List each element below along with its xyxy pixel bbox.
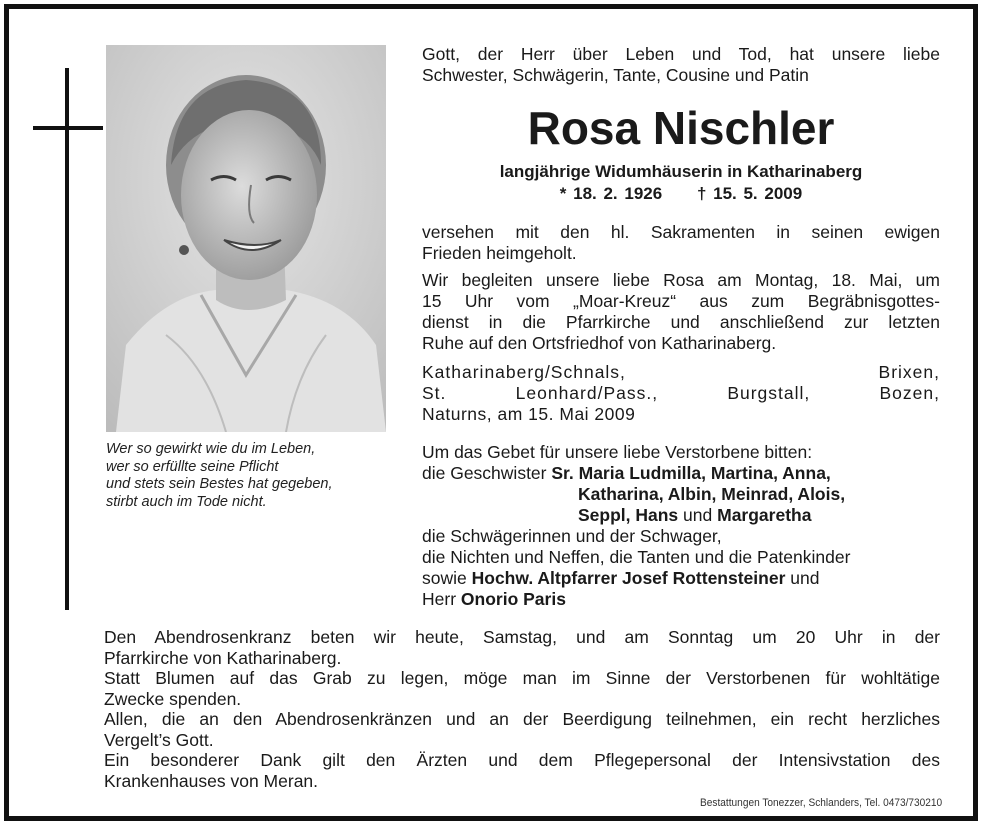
poem-line: Wer so gewirkt wie du im Leben, (106, 441, 316, 457)
text-line: versehen mit den hl. Sakramenten in seinen ewigen (422, 222, 940, 242)
memorial-poem (106, 441, 396, 511)
funeral-home-credit: Bestattungen Tonezzer, Schlanders, Tel. 0473/730210 (699, 797, 942, 809)
siblings-line (422, 484, 940, 505)
portrait-photo (106, 45, 386, 432)
inlaws-line: die Schwägerinnen und der Schwager, (422, 526, 722, 546)
text-line: Den Abendrosenkranz beten wir heute, Samstag, und am Sonntag um 20 Uhr in der (104, 627, 940, 647)
closing-paragraph (104, 627, 940, 791)
poem-line: stirbt auch im Tode nicht. (106, 493, 267, 510)
onorio-line (422, 589, 940, 610)
siblings-line (422, 463, 940, 484)
conjunction: und (683, 505, 713, 525)
siblings-names: Seppl, Hans (578, 505, 679, 525)
pastor-line (422, 568, 940, 589)
text-line: Pfarrkirche von Katharinaberg. (104, 647, 342, 668)
intro-line: Schwester, Schwägerin, Tante, Cousine und Patin (422, 65, 809, 85)
text-line: Zwecke spenden. (104, 688, 242, 709)
poem-line: und stets sein Bestes hat gegeben, (106, 476, 333, 492)
deceased-role: langjährige Widumhäuserin in Katharinaberg (499, 162, 863, 181)
text-line: Statt Blumen auf das Grab zu legen, möge man im Sinne der Verstorbenen für wohltätige (104, 668, 940, 688)
siblings-label: die Geschwister (422, 463, 547, 483)
text-line: Katharinaberg/Schnals, Brixen, (422, 362, 940, 382)
deceased-name: Rosa Nischler (527, 102, 835, 154)
death-date: † 15. 5. 2009 (696, 184, 803, 203)
funeral-paragraph (422, 270, 940, 354)
sowie-label: sowie (422, 568, 467, 588)
text-line: dienst in die Pfarrkirche und anschließend zur letzten (422, 312, 940, 332)
conjunction: und (790, 568, 820, 588)
sacraments-paragraph (422, 222, 940, 264)
herr-label: Herr (422, 589, 457, 609)
siblings-names: Sr. Maria Ludmilla, Martina, Anna, (551, 463, 831, 483)
text-line: St. Leonhard/Pass., Burgstall, Bozen, (422, 383, 940, 403)
text-line: Ein besonderer Dank gilt den Ärzten und dem Pflegepersonal der Intensivstation des (104, 750, 940, 770)
text-line: Wir begleiten unsere liebe Rosa am Montag, 18. Mai, um (422, 270, 940, 290)
poem-line: wer so erfüllte seine Pflicht (106, 458, 279, 475)
siblings-names: Katharina, Albin, Meinrad, Alois, (578, 484, 846, 504)
life-dates (422, 183, 940, 204)
cross-icon (65, 68, 69, 610)
birth-date: * 18. 2. 1926 (559, 184, 663, 203)
prayer-line: Um das Gebet für unsere liebe Verstorbene bitten: (422, 442, 813, 462)
onorio-name: Onorio Paris (460, 589, 566, 609)
intro-line: Gott, der Herr über Leben und Tod, hat unsere liebe (422, 44, 940, 64)
places-paragraph (422, 362, 940, 425)
siblings-line (422, 505, 940, 526)
text-line: 15 Uhr vom „Moar-Kreuz“ aus zum Begräbnisgottes- (422, 291, 940, 311)
cross-icon-bar (33, 126, 103, 130)
mourners-paragraph (422, 442, 940, 610)
text-line: Ruhe auf den Ortsfriedhof von Katharinaberg. (422, 333, 777, 353)
siblings-names: Margaretha (717, 505, 812, 525)
text-line: Frieden heimgeholt. (422, 243, 577, 263)
pastor-name: Hochw. Altpfarrer Josef Rottensteiner (471, 568, 786, 588)
text-line: Naturns, am 15. Mai 2009 (422, 404, 636, 424)
text-line: Krankenhauses von Meran. (104, 770, 319, 791)
intro-text (422, 44, 940, 86)
text-line: Vergelt’s Gott. (104, 729, 214, 750)
nieces-line: die Nichten und Neffen, die Tanten und die Patenkinder (422, 547, 851, 567)
text-line: Allen, die an den Abendrosenkränzen und an der Beerdigung teilnehmen, ein recht herzliches (104, 709, 940, 729)
